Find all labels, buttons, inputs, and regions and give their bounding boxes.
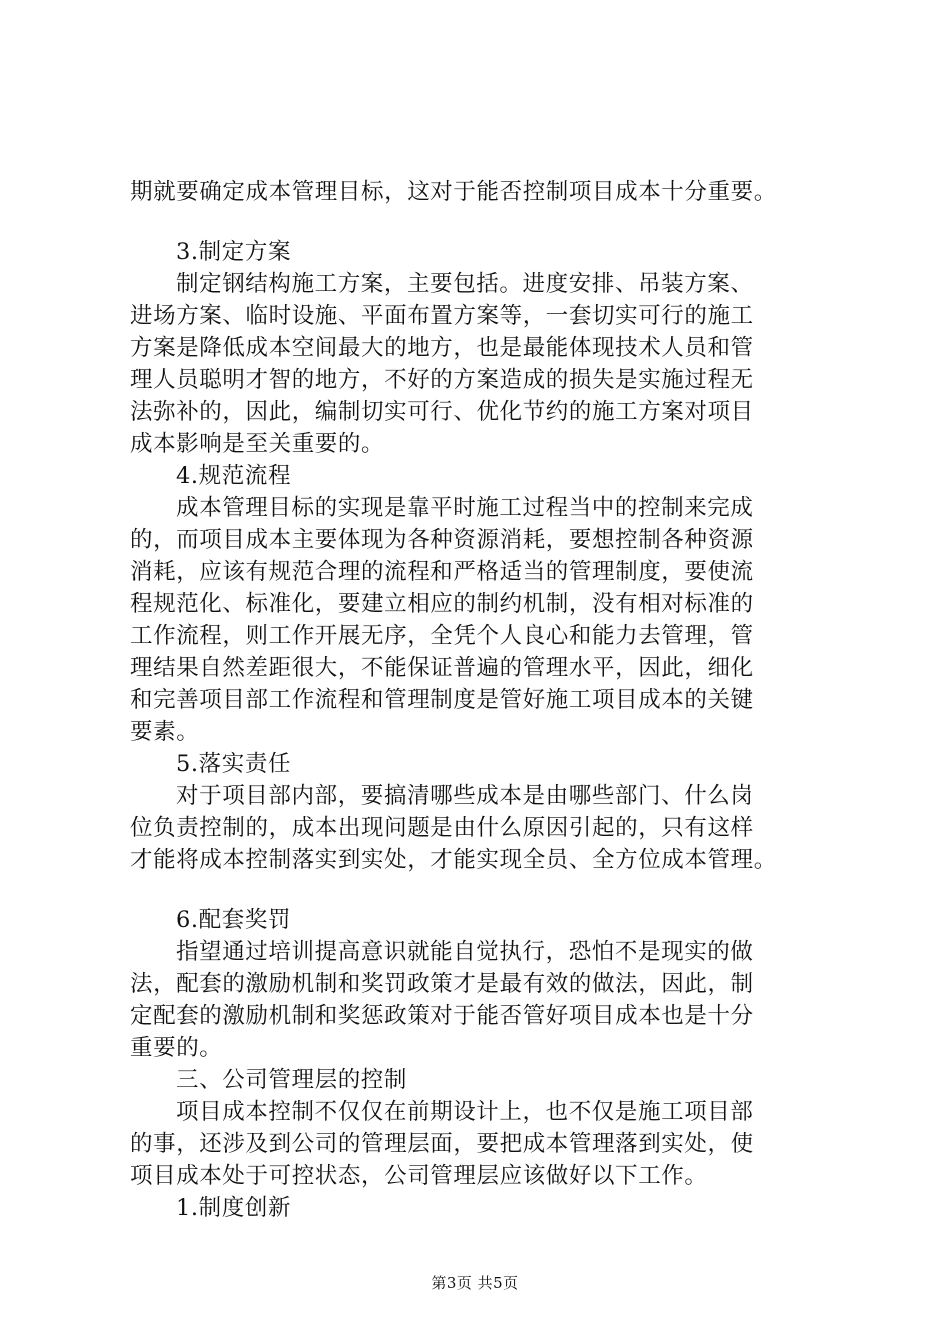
section-heading: 5.落实责任 [176,751,292,777]
body-text-line: 程规范化、标准化，要建立相应的制约机制，没有相对标准的 [130,591,754,617]
body-text-line: 成本管理目标的实现是靠平时施工过程当中的控制来完成 [176,495,754,521]
body-text-line: 对于项目部内部，要搞清哪些成本是由哪些部门、什么岗 [176,783,754,809]
body-text-line: 理结果自然差距很大，不能保证普遍的管理水平，因此，细化 [130,655,754,681]
body-text-line: 位负责控制的，成本出现问题是由什么原因引起的，只有这样 [130,815,754,841]
body-text-line: 项目成本处于可控状态，公司管理层应该做好以下工作。 [130,1163,708,1189]
body-text-line: 要素。 [130,719,200,745]
body-text-line: 进场方案、临时设施、平面布置方案等，一套切实可行的施工 [130,303,754,329]
chapter-heading: 三、公司管理层的控制 [176,1067,408,1093]
body-text-line: 消耗，应该有规范合理的流程和严格适当的管理制度，要使流 [130,559,754,585]
body-text-line: 法，配套的激励机制和奖罚政策才是最有效的做法，因此，制 [130,971,754,997]
body-text-line: 项目成本控制不仅仅在前期设计上，也不仅是施工项目部 [176,1099,754,1125]
section-heading: 1.制度创新 [176,1195,292,1221]
page-footer: 第3页 共5页 [431,1274,519,1292]
section-heading: 6.配套奖罚 [176,907,292,933]
section-heading: 3.制定方案 [176,239,292,265]
body-text-line: 理人员聪明才智的地方，不好的方案造成的损失是实施过程无 [130,367,754,393]
body-text-line: 成本影响是至关重要的。 [130,431,385,457]
body-text-line: 制定钢结构施工方案，主要包括。进度安排、吊装方案、 [176,271,754,297]
body-text-line: 定配套的激励机制和奖惩政策对于能否管好项目成本也是十分 [130,1003,754,1029]
body-text-line: 指望通过培训提高意识就能自觉执行，恐怕不是现实的做 [176,939,754,965]
body-text-line: 的，而项目成本主要体现为各种资源消耗，要想控制各种资源 [130,527,754,553]
body-text-line: 重要的。 [130,1035,223,1061]
body-text-line: 才能将成本控制落实到实处，才能实现全员、全方位成本管理。 [130,847,777,873]
body-text-line: 法弥补的，因此，编制切实可行、优化节约的施工方案对项目 [130,399,754,425]
body-text-line: 工作流程，则工作开展无序，全凭个人良心和能力去管理，管 [130,623,754,649]
body-text-line: 的事，还涉及到公司的管理层面，要把成本管理落到实处，使 [130,1131,754,1157]
body-text-line: 和完善项目部工作流程和管理制度是管好施工项目成本的关键 [130,687,754,713]
body-text-line: 期就要确定成本管理目标，这对于能否控制项目成本十分重要。 [130,179,777,205]
section-heading: 4.规范流程 [176,463,292,489]
body-text-line: 方案是降低成本空间最大的地方，也是最能体现技术人员和管 [130,335,754,361]
